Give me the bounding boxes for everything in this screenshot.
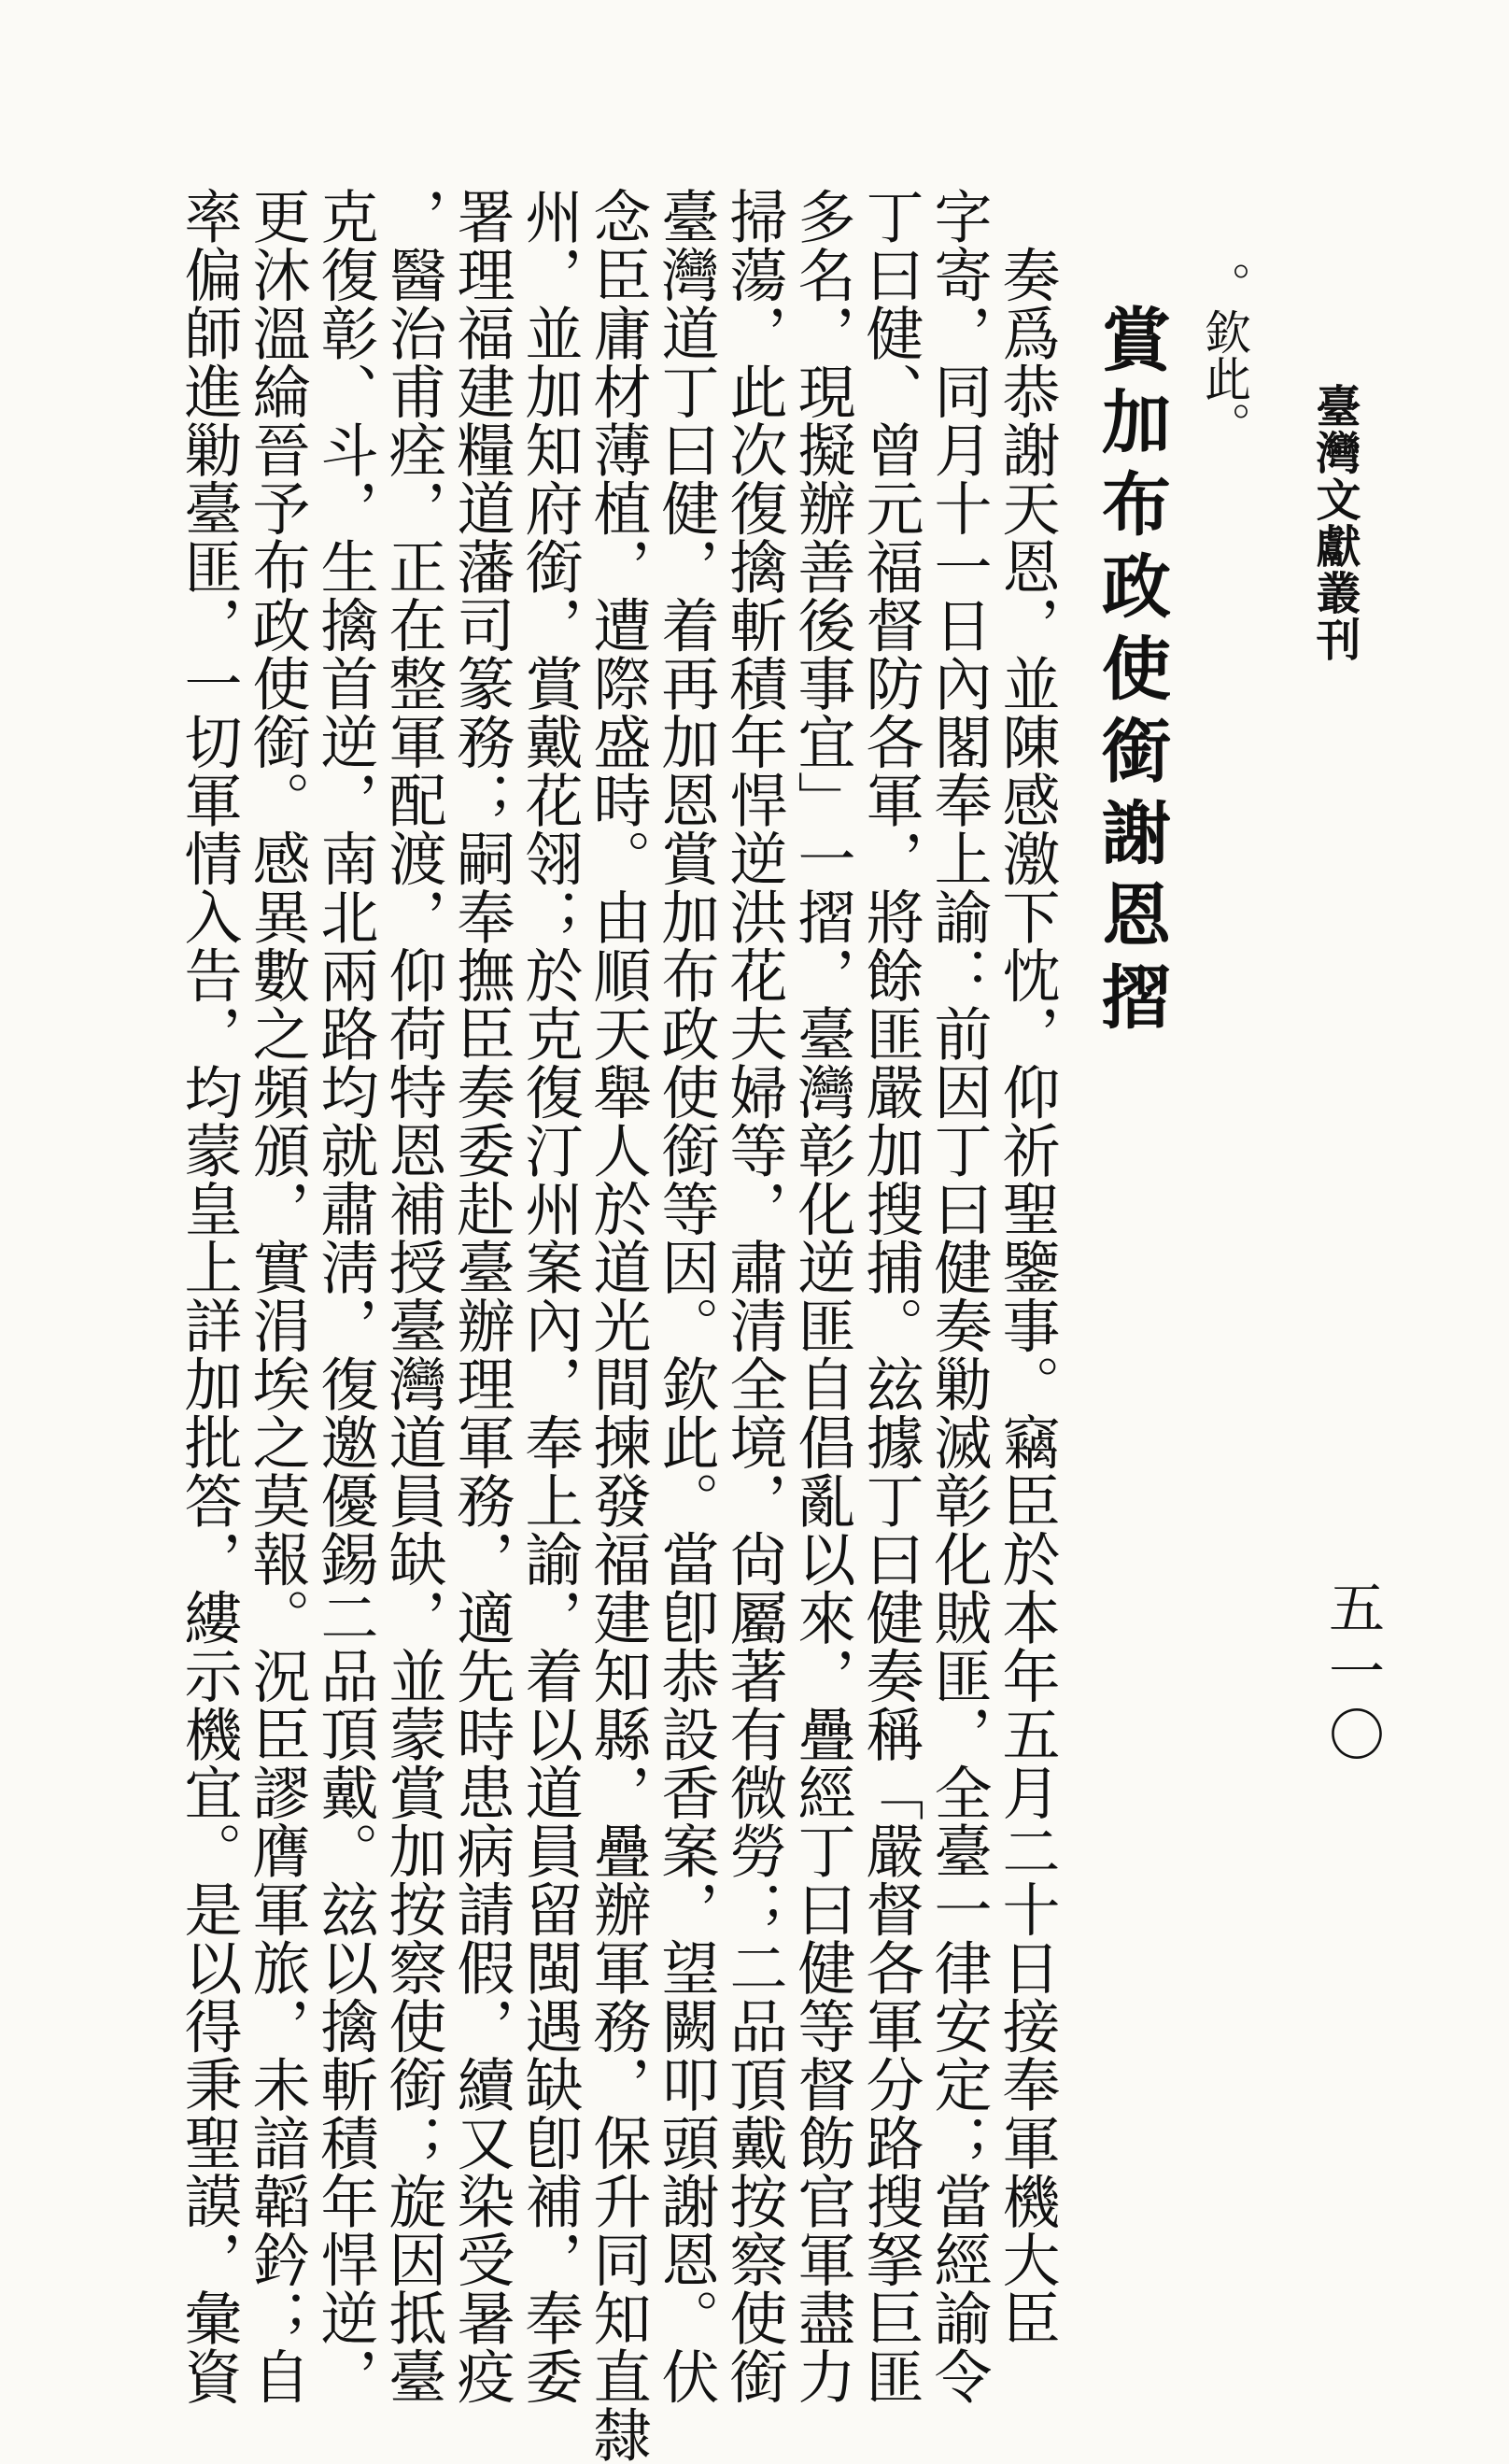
document-title: 賞加布政使銜謝恩摺 <box>1091 304 1171 1043</box>
body-line: 念臣庸材薄植，遭際盛時。由順天舉人於道光間揀發福建知縣，疊辦軍務，保升同知直隸 <box>584 187 652 2464</box>
body-line: 率偏師進勦臺匪，一切軍情入告，均蒙皇上詳加批答，縷示機宜。是以得秉聖謨，彙資 <box>175 187 243 2405</box>
body-line: 克復彰、斗，生擒首逆，南北兩路均就肅淸，復邀優錫二品頂戴。玆以擒斬積年悍逆， <box>311 187 379 2405</box>
body-line: 多名，現擬辦善後事宜」一摺，臺灣彰化逆匪自倡亂以來，疊經丁曰健等督飭官軍盡力 <box>788 187 856 2405</box>
body-line: 奏爲恭謝天恩，並陳感激下忱，仰祈聖鑒事。竊臣於本年五月二十日接奉軍機大臣 <box>993 187 1061 2347</box>
body-line: 署理福建糧道藩司篆務；嗣奉撫臣奏委赴臺辦理軍務，適先時患病請假，續又染受暑疫 <box>447 187 515 2405</box>
body-line: 更沐溫綸晉予布政使銜。感異數之頻頒，實涓埃之莫報。況臣謬膺軍旅，未諳韜鈐；自 <box>243 187 311 2405</box>
closing-line: 。欽此。 <box>1197 262 1251 448</box>
body-line: 臺灣道丁曰健，着再加恩賞加布政使銜等因。欽此。當卽恭設香案，望闕叩頭謝恩。伏 <box>652 187 720 2405</box>
body-line: 掃蕩，此次復擒斬積年悍逆洪花夫婦等，肅清全境，尙屬著有微勞；二品頂戴按察使銜 <box>720 187 788 2405</box>
body-line: ，醫治甫痊，正在整軍配渡，仰荷特恩補授臺灣道員缺，並蒙賞加按察使銜；旋因抵臺 <box>379 187 447 2405</box>
body-line: 字寄，同月十一日內閣奉上諭：前因丁曰健奏勦滅彰化賊匪，全臺一律安定；當經諭令 <box>924 187 993 2405</box>
page-number: 五一〇 <box>1319 1579 1385 1769</box>
running-header: 臺灣文獻叢刊 <box>1308 383 1361 663</box>
body-line: 州，並加知府銜，賞戴花翎；於克復汀州案內，奉上諭，着以道員留閩遇缺卽補，奉委 <box>515 187 584 2405</box>
body-line: 丁曰健、曾元福督防各軍，將餘匪嚴加搜捕。玆據丁曰健奏稱「嚴督各軍分路搜拏巨匪 <box>856 187 924 2405</box>
